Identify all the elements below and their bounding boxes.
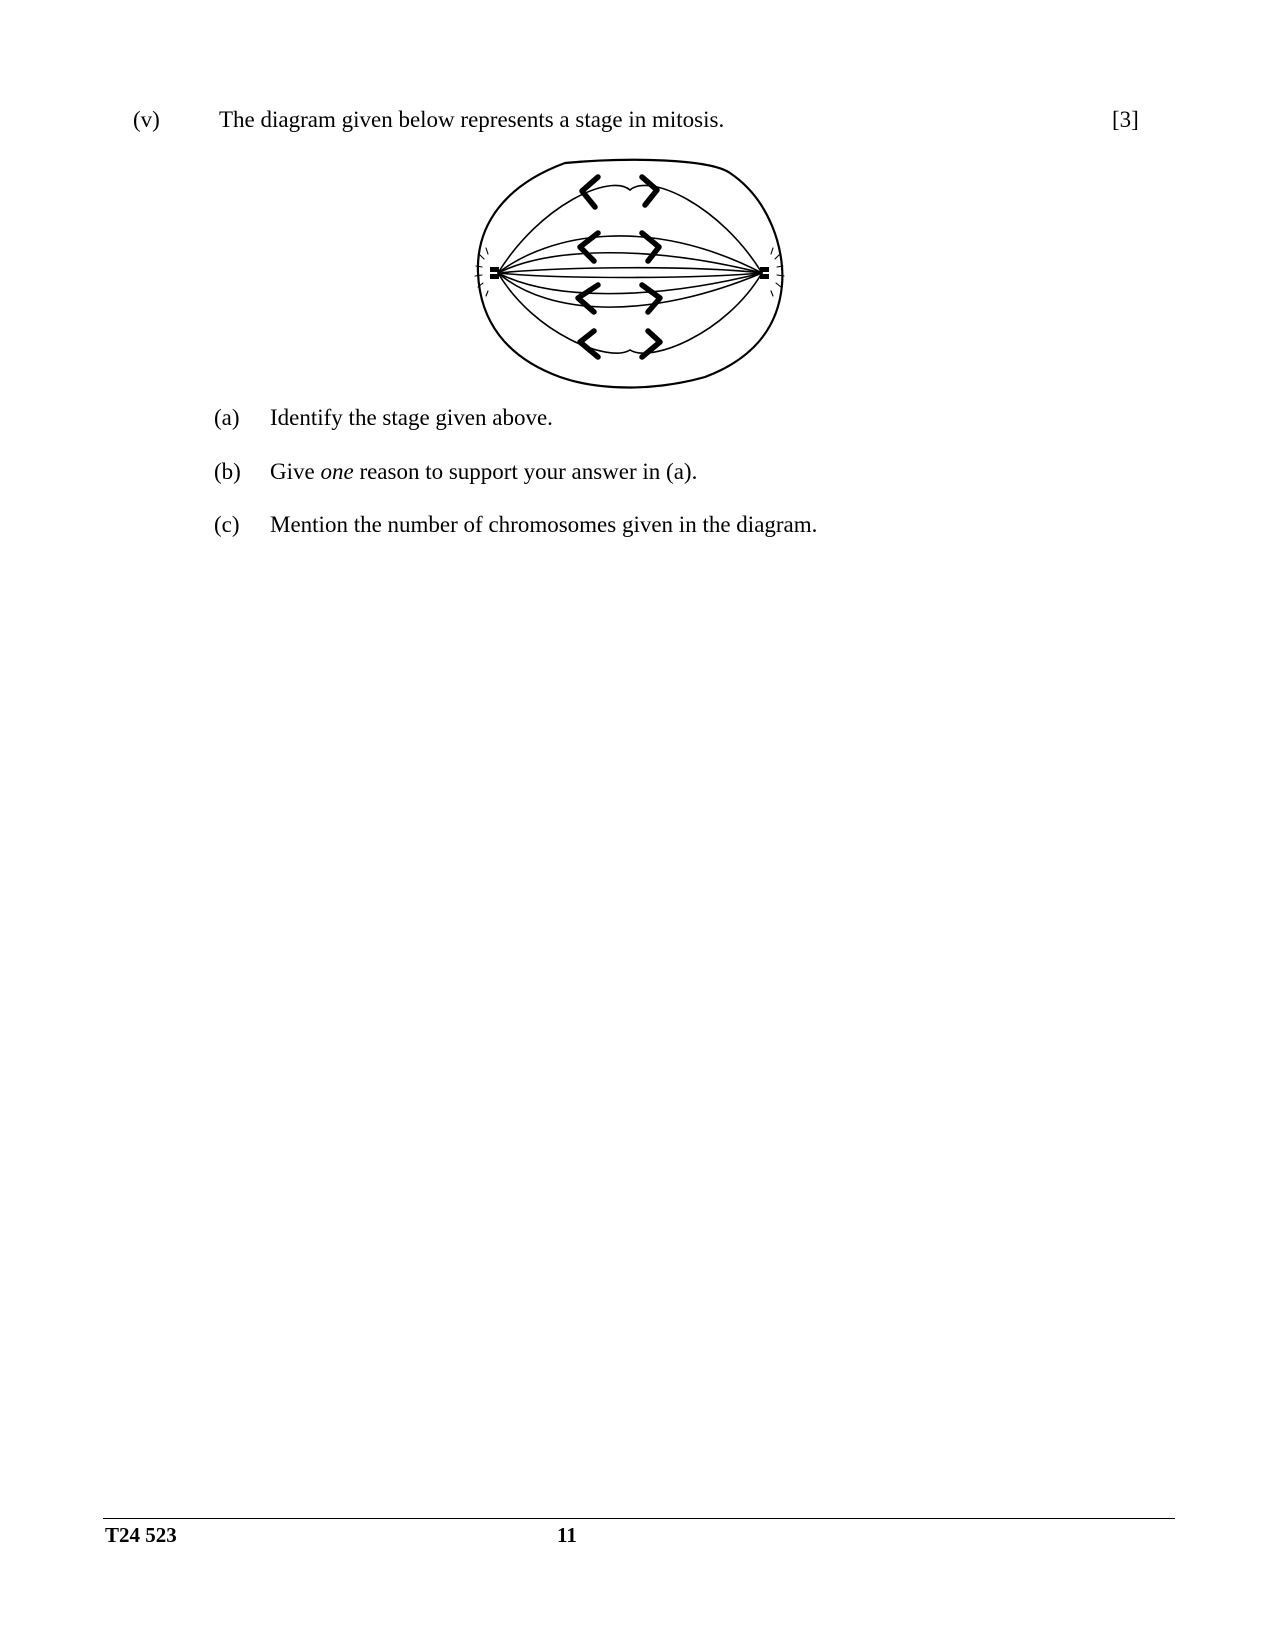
sub-question-text: Mention the number of chromosomes given in the diagram.: [270, 512, 818, 537]
footer-divider: [103, 1518, 1175, 1519]
question-marks: [3]: [1112, 107, 1139, 132]
mitosis-spindle-diagram: [470, 155, 800, 395]
question-text: The diagram given below represents a stage in mitosis.: [219, 107, 725, 132]
page-number: 11: [557, 1523, 577, 1547]
sub-question-label: (c): [214, 512, 240, 537]
cell-membrane: [478, 160, 782, 388]
footer-code: T24 523: [105, 1523, 177, 1547]
sub-question-label: (b): [214, 459, 241, 484]
question-number: (v): [133, 107, 160, 132]
text-before: Give: [270, 459, 321, 484]
emphasis-word: one: [320, 459, 354, 484]
chromosomes-left: [578, 177, 598, 357]
text-after: reason to support your answer in (a).: [353, 459, 698, 484]
sub-question-label: (a): [214, 405, 240, 430]
sub-question-text: [270, 458, 697, 486]
spindle-fibres: [498, 186, 762, 354]
sub-question-text: Identify the stage given above.: [270, 405, 553, 430]
